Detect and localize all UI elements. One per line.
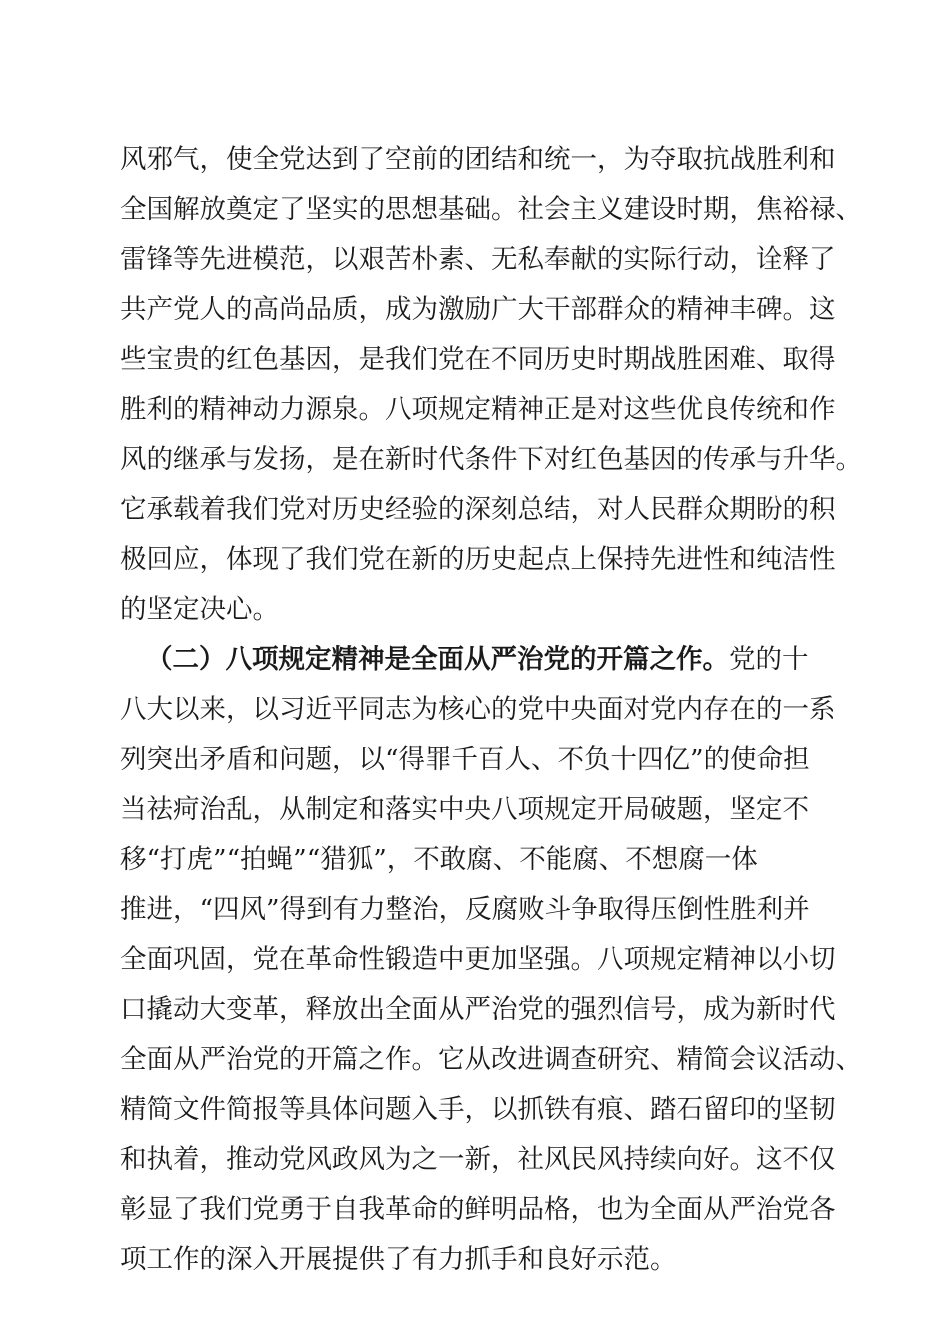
paragraph-2-line: 当祛疴治乱，从制定和落实中央八项规定开局破题，坚定不 <box>120 794 809 825</box>
paragraph-1-line: 些宝贵的红色基因，是我们党在不同历史时期战胜困难、取得 <box>120 344 836 375</box>
paragraph-2-line: 推进，“四风”得到有力整治，反腐败斗争取得压倒性胜利并 <box>120 894 810 925</box>
paragraph-2-line: 和执着，推动党风政风为之一新，社风民风持续向好。这不仅 <box>120 1144 836 1175</box>
paragraph-2-line: 移“打虎”“拍蝇”“猎狐”，不敢腐、不能腐、不想腐一体 <box>120 844 758 875</box>
paragraph-1-line: 雷锋等先进模范，以艰苦朴素、无私奉献的实际行动，诠释了 <box>120 244 836 275</box>
paragraph-2-line: 列突出矛盾和问题，以“得罪千百人、不负十四亿”的使命担 <box>120 744 810 775</box>
paragraph-1-line: 它承载着我们党对历史经验的深刻总结，对人民群众期盼的积 <box>120 494 836 525</box>
paragraph-1-line: 共产党人的高尚品质，成为激励广大干部群众的精神丰碑。这 <box>120 294 836 325</box>
paragraph-2-line: 精简文件简报等具体问题入手，以抓铁有痕、踏石留印的坚韧 <box>120 1094 836 1125</box>
paragraph-1-line: 全国解放奠定了坚实的思想基础。社会主义建设时期，焦裕禄、 <box>120 194 862 225</box>
paragraph-1-line: 风邪气，使全党达到了空前的团结和统一，为夺取抗战胜利和 <box>120 144 836 175</box>
paragraph-1-line: 极回应，体现了我们党在新的历史起点上保持先进性和纯洁性 <box>120 544 836 575</box>
paragraph-2-line: 八大以来，以习近平同志为核心的党中央面对党内存在的一系 <box>120 694 836 725</box>
paragraph-2-line: 彰显了我们党勇于自我革命的鲜明品格，也为全面从严治党各 <box>120 1194 836 1225</box>
paragraph-2-line: 项工作的深入开展提供了有力抓手和良好示范。 <box>120 1244 677 1275</box>
paragraph-2-line: 口撬动大变革，释放出全面从严治党的强烈信号，成为新时代 <box>120 994 836 1025</box>
paragraph-2-first-line <box>146 644 840 676</box>
paragraph-2-line: 全面从严治党的开篇之作。它从改进调查研究、精简会议活动、 <box>120 1044 862 1075</box>
section-heading: （二）八项规定精神是全面从严治党的开篇之作。 <box>146 644 729 675</box>
paragraph-1-line: 风的继承与发扬，是在新时代条件下对红色基因的传承与升华。 <box>120 444 862 475</box>
paragraph-1-line: 胜利的精神动力源泉。八项规定精神正是对这些优良传统和作 <box>120 394 836 425</box>
paragraph-2-first-line-text: 党的十 <box>729 644 809 675</box>
paragraph-2-line: 全面巩固，党在革命性锻造中更加坚强。八项规定精神以小切 <box>120 944 836 975</box>
paragraph-1-line: 的坚定决心。 <box>120 594 279 625</box>
